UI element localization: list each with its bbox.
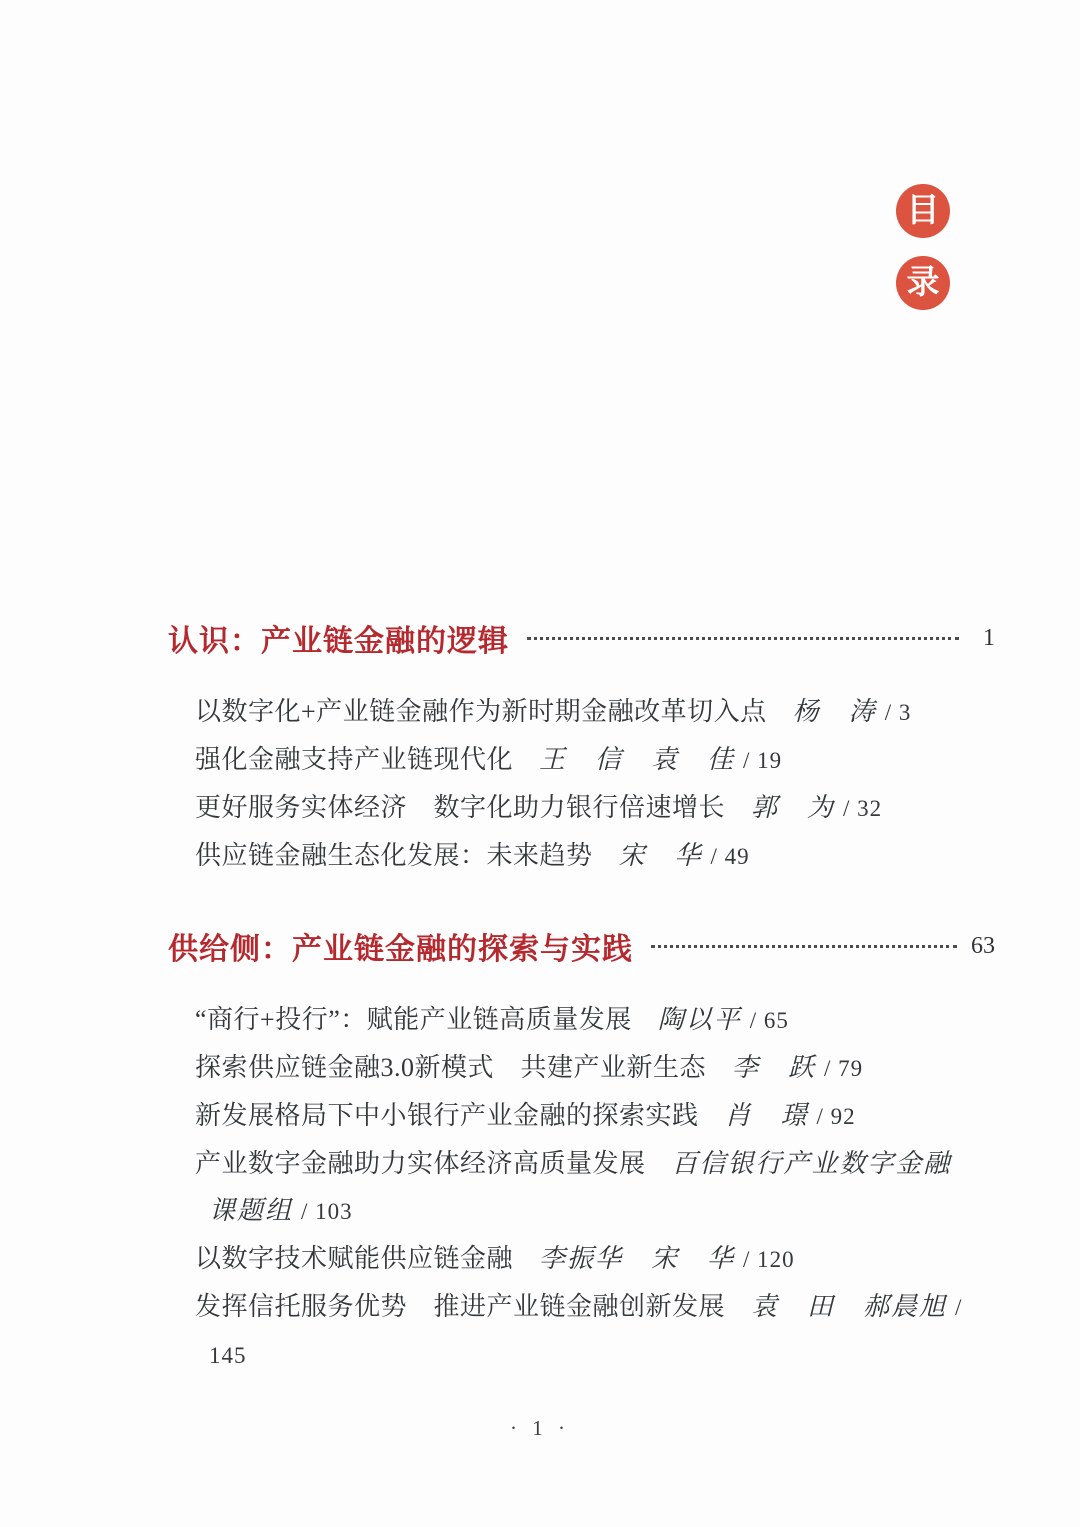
entry-authors: 杨 涛: [792, 697, 877, 726]
entry-title: 发挥信托服务优势 推进产业链金融创新发展: [195, 1292, 726, 1321]
entry-page-number: / 79: [824, 1056, 864, 1081]
section-entries: [168, 996, 995, 1379]
section-heading: [168, 616, 995, 660]
entry-title: 以数字化+产业链金融作为新时期金融改革切入点: [195, 697, 767, 726]
toc-badge-char-mu: 目: [896, 184, 950, 238]
toc-entry: [195, 784, 995, 832]
dot-leader: [651, 945, 957, 948]
section-page-number: 1: [983, 624, 995, 651]
entry-page-number: / 3: [884, 700, 912, 725]
entry-authors: 李振华 宋 华: [539, 1244, 736, 1273]
entry-page-number: / 19: [743, 748, 783, 773]
entry-page-number: / 49: [710, 844, 750, 869]
toc-section-1: [168, 616, 995, 880]
toc-entry: [195, 832, 995, 880]
section-heading: [168, 924, 995, 968]
toc-entry: [195, 996, 995, 1044]
toc-entry: [195, 736, 995, 784]
page-folio: · 1 ·: [510, 1416, 570, 1440]
toc-entry: [195, 1283, 995, 1379]
entry-authors-continued: 课题组: [209, 1196, 294, 1225]
entry-authors: 郭 为: [751, 793, 836, 822]
toc-entry: [195, 1235, 995, 1283]
toc-sections: [168, 616, 995, 1379]
toc-section-2: [168, 924, 995, 1379]
entry-page-number: / 103: [301, 1199, 353, 1224]
section-entries: [168, 688, 995, 880]
entry-title: “商行+投行”：赋能产业链高质量发展: [195, 1005, 632, 1034]
toc-entry: [195, 1140, 995, 1235]
entry-page-number: / 32: [843, 796, 883, 821]
entry-authors: 百信银行产业数字金融: [671, 1149, 952, 1178]
toc-entry: [195, 1044, 995, 1092]
entry-title: 产业数字金融助力实体经济高质量发展: [195, 1149, 646, 1178]
toc-entry: [195, 688, 995, 736]
toc-title-badge: [896, 184, 950, 310]
dot-leader: [527, 637, 959, 640]
entry-title: 供应链金融生态化发展：未来趋势: [195, 841, 593, 870]
section-page-number: 63: [971, 932, 995, 959]
toc-entry: [195, 1092, 995, 1140]
entry-authors: 袁 田 郝晨旭: [751, 1292, 948, 1321]
entry-authors: 肖 璟: [724, 1101, 809, 1130]
entry-title: 强化金融支持产业链现代化: [195, 745, 514, 774]
entry-title: 更好服务实体经济 数字化助力银行倍速增长: [195, 793, 726, 822]
section-heading-title: 认识：产业链金融的逻辑: [168, 625, 509, 658]
section-heading-title: 供给侧：产业链金融的探索与实践: [168, 933, 633, 966]
entry-title: 探索供应链金融3.0新模式 共建产业新生态: [195, 1053, 707, 1082]
toc-badge-char-lu: 录: [896, 256, 950, 310]
entry-title: 新发展格局下中小银行产业金融的探索实践: [195, 1101, 699, 1130]
entry-authors: 宋 华: [618, 841, 703, 870]
entry-authors: 王 信 袁 佳: [539, 745, 736, 774]
entry-authors: 李 跃: [732, 1053, 817, 1082]
entry-page-number: / 65: [749, 1008, 789, 1033]
entry-page-number: / 92: [816, 1104, 856, 1129]
entry-title: 以数字技术赋能供应链金融: [195, 1244, 514, 1273]
entry-authors: 陶以平: [657, 1005, 742, 1034]
entry-page-number: / 145: [209, 1295, 963, 1368]
entry-page-number: / 120: [743, 1247, 795, 1272]
